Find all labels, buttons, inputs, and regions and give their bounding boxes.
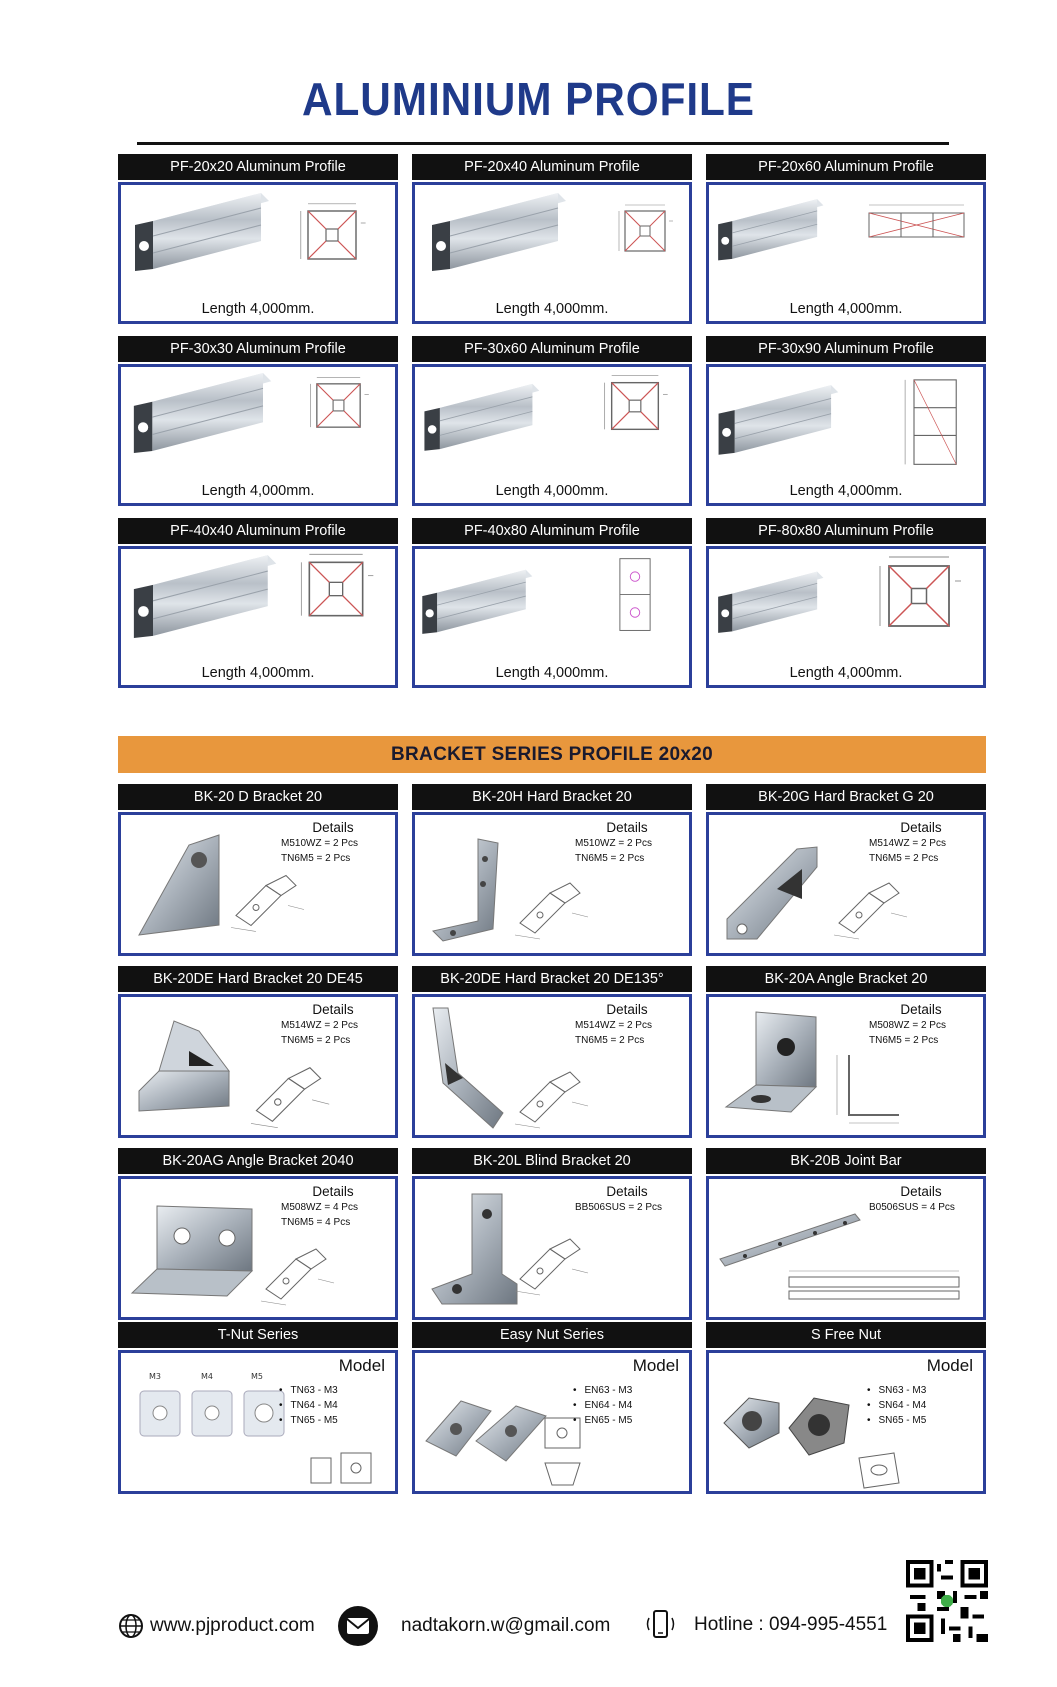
bracket-details: Details M508WZ = 4 Pcs TN6M5 = 4 Pcs xyxy=(281,1184,358,1228)
bracket-image xyxy=(129,1011,239,1121)
profile-card[interactable] xyxy=(706,154,986,324)
nut-size-label: M4 xyxy=(201,1372,213,1381)
bracket-title: BK-20G Hard Bracket G 20 xyxy=(706,784,986,810)
bracket-title: BK-20 D Bracket 20 xyxy=(118,784,398,810)
length-label: Length 4,000mm. xyxy=(495,665,609,681)
bracket-card[interactable] xyxy=(118,966,398,1138)
technical-drawing xyxy=(510,873,590,943)
length-label: Length 4,000mm. xyxy=(495,483,609,499)
easy-nut-image xyxy=(421,1371,551,1481)
cross-section-drawing xyxy=(306,373,371,438)
model-list: Model • TN63 - M3 • TN64 - M4 • TN65 - M5 xyxy=(275,1355,385,1428)
length-label: Length 4,000mm. xyxy=(201,665,315,681)
profile-title: PF-20x20 Aluminum Profile xyxy=(118,154,398,180)
cross-section-drawing xyxy=(595,371,675,441)
bracket-series-heading: BRACKET SERIES PROFILE 20x20 xyxy=(118,736,986,773)
profile-card[interactable] xyxy=(706,336,986,506)
bracket-image xyxy=(717,829,827,949)
hotline[interactable] xyxy=(640,1609,887,1641)
bracket-image xyxy=(129,825,229,945)
nut-card[interactable] xyxy=(706,1322,986,1494)
nut-title: S Free Nut xyxy=(706,1322,986,1348)
technical-drawing xyxy=(510,1062,590,1132)
qr-code[interactable] xyxy=(906,1560,988,1642)
cross-section-drawing xyxy=(605,553,665,638)
model-list: Model • SN63 - M3 • SN64 - M4 • SN65 - M5 xyxy=(863,1355,973,1428)
model-list: Model • EN63 - M3 • EN64 - M4 • EN65 - M5 xyxy=(569,1355,679,1428)
t-nut-image xyxy=(135,1371,295,1451)
bracket-details: Details M514WZ = 2 Pcs TN6M5 = 2 Pcs xyxy=(869,820,946,864)
bracket-details: Details B0506SUS = 4 Pcs xyxy=(869,1184,955,1213)
profile-title: PF-20x40 Aluminum Profile xyxy=(412,154,692,180)
profile-title: PF-30x60 Aluminum Profile xyxy=(412,336,692,362)
profile-image xyxy=(129,371,274,453)
cross-section-drawing xyxy=(296,549,376,629)
profile-image xyxy=(715,369,840,469)
profile-image xyxy=(715,189,825,269)
profile-card[interactable] xyxy=(118,336,398,506)
email-icon xyxy=(337,1605,379,1647)
technical-drawing xyxy=(306,1448,376,1493)
technical-drawing xyxy=(829,873,909,943)
bracket-grid xyxy=(118,784,986,1320)
profile-image xyxy=(423,191,573,271)
bracket-image xyxy=(423,1003,513,1133)
bracket-image xyxy=(721,1007,821,1122)
nut-grid xyxy=(118,1322,986,1494)
length-label: Length 4,000mm. xyxy=(789,301,903,317)
nut-size-label: M3 xyxy=(149,1372,161,1381)
page-title: ALUMINIUM PROFILE xyxy=(302,73,755,125)
bracket-card[interactable] xyxy=(706,1148,986,1320)
globe-icon xyxy=(118,1613,144,1639)
length-label: Length 4,000mm. xyxy=(789,483,903,499)
bracket-image xyxy=(427,1189,522,1309)
bracket-card[interactable] xyxy=(118,1148,398,1320)
bracket-card[interactable] xyxy=(412,784,692,956)
website-link[interactable] xyxy=(118,1613,315,1639)
profile-image xyxy=(131,191,271,271)
bracket-title: BK-20H Hard Bracket 20 xyxy=(412,784,692,810)
hotline-text: Hotline : 094-995-4551 xyxy=(694,1614,888,1635)
bracket-card[interactable] xyxy=(706,966,986,1138)
bracket-image xyxy=(127,1201,257,1301)
length-label: Length 4,000mm. xyxy=(201,301,315,317)
bracket-card[interactable] xyxy=(412,1148,692,1320)
cross-section-drawing xyxy=(899,371,969,471)
profile-title: PF-80x80 Aluminum Profile xyxy=(706,518,986,544)
technical-drawing xyxy=(226,853,306,948)
bracket-title: BK-20DE Hard Bracket 20 DE135° xyxy=(412,966,692,992)
title-divider xyxy=(137,142,949,145)
profile-card[interactable] xyxy=(706,518,986,688)
bracket-title: BK-20DE Hard Bracket 20 DE45 xyxy=(118,966,398,992)
bracket-details: Details BB506SUS = 2 Pcs xyxy=(575,1184,662,1213)
bracket-details: Details M514WZ = 2 Pcs TN6M5 = 2 Pcs xyxy=(281,1002,358,1046)
technical-drawing xyxy=(241,1057,336,1132)
technical-drawing xyxy=(510,1224,590,1304)
bracket-title: BK-20A Angle Bracket 20 xyxy=(706,966,986,992)
nut-card[interactable] xyxy=(118,1322,398,1494)
email-text: nadtakorn.w@gmail.com xyxy=(401,1615,611,1636)
profile-card[interactable] xyxy=(412,518,692,688)
bracket-card[interactable] xyxy=(118,784,398,956)
profile-title: PF-20x60 Aluminum Profile xyxy=(706,154,986,180)
profile-grid xyxy=(118,154,986,688)
profile-card[interactable] xyxy=(412,154,692,324)
technical-drawing xyxy=(779,1267,969,1307)
profile-card[interactable] xyxy=(412,336,692,506)
bracket-card[interactable] xyxy=(706,784,986,956)
profile-image xyxy=(419,551,534,651)
cross-section-drawing xyxy=(296,199,368,271)
bracket-details: Details M508WZ = 2 Pcs TN6M5 = 2 Pcs xyxy=(869,1002,946,1046)
bracket-image xyxy=(423,829,523,949)
bracket-details: Details M510WZ = 2 Pcs TN6M5 = 2 Pcs xyxy=(281,820,358,864)
bracket-card[interactable] xyxy=(412,966,692,1138)
cross-section-drawing xyxy=(615,191,675,271)
cross-section-drawing xyxy=(859,199,974,251)
cross-section-drawing xyxy=(874,551,964,641)
profile-title: PF-30x30 Aluminum Profile xyxy=(118,336,398,362)
profile-image xyxy=(421,369,541,464)
nut-title: Easy Nut Series xyxy=(412,1322,692,1348)
technical-drawing xyxy=(829,1045,909,1125)
bracket-details: Details M510WZ = 2 Pcs TN6M5 = 2 Pcs xyxy=(575,820,652,864)
profile-title: PF-40x40 Aluminum Profile xyxy=(118,518,398,544)
nut-card[interactable] xyxy=(412,1322,692,1494)
bracket-title: BK-20AG Angle Bracket 2040 xyxy=(118,1148,398,1174)
profile-image xyxy=(715,549,825,654)
bracket-details: Details M514WZ = 2 Pcs TN6M5 = 2 Pcs xyxy=(575,1002,652,1046)
profile-title: PF-40x80 Aluminum Profile xyxy=(412,518,692,544)
contact-footer xyxy=(0,1595,1057,1655)
bracket-title: BK-20B Joint Bar xyxy=(706,1148,986,1174)
profile-card[interactable] xyxy=(118,154,398,324)
length-label: Length 4,000mm. xyxy=(495,301,609,317)
s-free-nut-image xyxy=(719,1383,859,1463)
nut-size-label: M5 xyxy=(251,1372,263,1381)
technical-drawing xyxy=(256,1239,336,1309)
bracket-title: BK-20L Blind Bracket 20 xyxy=(412,1148,692,1174)
email-link[interactable] xyxy=(337,1605,610,1647)
profile-card[interactable] xyxy=(118,518,398,688)
technical-drawing xyxy=(849,1448,909,1493)
phone-icon xyxy=(640,1609,680,1641)
profile-image xyxy=(129,553,279,638)
website-text: www.pjproduct.com xyxy=(150,1615,315,1636)
profile-title: PF-30x90 Aluminum Profile xyxy=(706,336,986,362)
nut-title: T-Nut Series xyxy=(118,1322,398,1348)
length-label: Length 4,000mm. xyxy=(789,665,903,681)
bracket-image xyxy=(715,1204,865,1274)
length-label: Length 4,000mm. xyxy=(201,483,315,499)
